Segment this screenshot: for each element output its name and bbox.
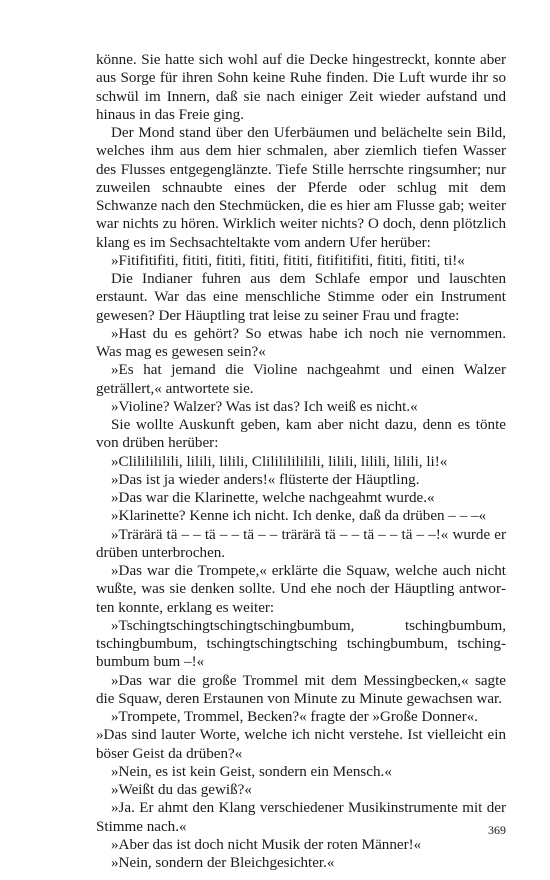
paragraph-7: »Violine? Walzer? Was ist das? Ich weiß es nicht.«	[111, 398, 418, 415]
paragraph-23: »Nein, sondern der Bleichgesichter.«	[111, 855, 335, 871]
paragraph-11: »Das war die Klarinette, welche nachgeahmt wurde.«	[111, 490, 435, 506]
page-number: 369	[488, 823, 506, 837]
paragraph-12: »Klarinette? Kenne ich nicht. Ich denke, daß da drüben – – –«	[111, 508, 487, 525]
paragraph-16: »Das war die große Trommel mit dem Messingbecken,« sagte die Squaw, deren Erstaunen von Minute zu Minute gewachsen war.	[96, 672, 506, 707]
paragraph-21: »Ja. Er ahmt den Klang verschiedener Musikinstrumente mit der Stimme nach.«	[96, 800, 506, 835]
paragraph-6: »Es hat jemand die Violine nachgeahmt und einen Walzer geträllert,« antwortete sie.	[96, 362, 506, 397]
paragraph-10: »Das ist ja wieder anders!« flüsterte der Häuptling.	[111, 471, 420, 488]
paragraph-13: »Trärärä tä – – tä – – tä – – trärärä tä – – tä – – tä – –!« wurde er drüben unterbrochen.	[96, 526, 506, 561]
paragraph-19: »Nein, es ist kein Geist, sondern ein Mensch.«	[111, 763, 392, 780]
paragraph-17: »Trompete, Trommel, Becken?« fragte der »Große Donner«.	[111, 709, 479, 725]
paragraph-2: Der Mond stand über den Uferbäumen und belächelte sein Bild, welches ihm aus dem hier schmalen, aber ziemlich tiefen Wasser des Flusses entgegenglänzte. Tiefe Stille herrschte ringsumher; nur zuweilen schnaubte eines der Pferde oder schlug mit dem Schwanze nach den Stechmücken, die es hier am Flusse gab; weiter war nichts zu hören. Wirklich weiter nichts? O doch, denn plötzlich klang es im Sechsachteltakte vom andern Ufer herüber:	[96, 125, 506, 251]
paragraph-22: »Aber das ist doch nicht Musik der roten Männer!«	[111, 836, 422, 853]
book-page-text	[96, 51, 506, 872]
paragraph-14: »Das war die Trompete,« erklärte die Squaw, welche auch nicht wußte, was sie denken sollte. Und ehe noch der Häuptling antworten konnte, erklang es weiter:	[96, 563, 506, 616]
paragraph-8: Sie wollte Auskunft geben, kam aber nicht dazu, denn es tönte von drüben herüber:	[96, 417, 506, 452]
paragraph-4: Die Indianer fuhren aus dem Schlafe empor und lauschten erstaunt. War das eine menschliche Stimme oder ein Instrument gewesen? Der Häuptling trat leise zu seiner Frau und fragte:	[96, 271, 506, 324]
paragraph-15: »Tschingtschingtschingtschingbumbum, tschingbumbum, tschingbumbum, tschingtschingtsching tschingbumbum, tschingbumbum bum –!«	[96, 617, 506, 671]
paragraph-3: »Fitifitifiti, fititi, fititi, fititi, fititi, fitifitifiti, fititi, fititi, ti!«	[111, 252, 465, 269]
paragraph-5: »Hast du es gehört? So etwas habe ich noch nie vernommen. Was mag es gewesen sein?«	[96, 325, 506, 360]
paragraph-1: könne. Sie hatte sich wohl auf die Decke hingestreckt, konnte aber aus Sorge für ihren Sohn keine Ruhe finden. Die Luft wurde ihr so schwül im Innern, daß sie nach einiger Zeit wieder aufstand und hinaus in das Freie ging.	[96, 52, 506, 123]
paragraph-20: »Weißt du das gewiß?«	[111, 782, 252, 798]
paragraph-18: »Das sind lauter Worte, welche ich nicht verstehe. Ist vielleicht ein böser Geist da drüben?«	[96, 727, 506, 762]
paragraph-9: »Clililililili, lilili, lilili, Clilililililili, lilili, lilili, lilili, li!«	[111, 453, 448, 470]
